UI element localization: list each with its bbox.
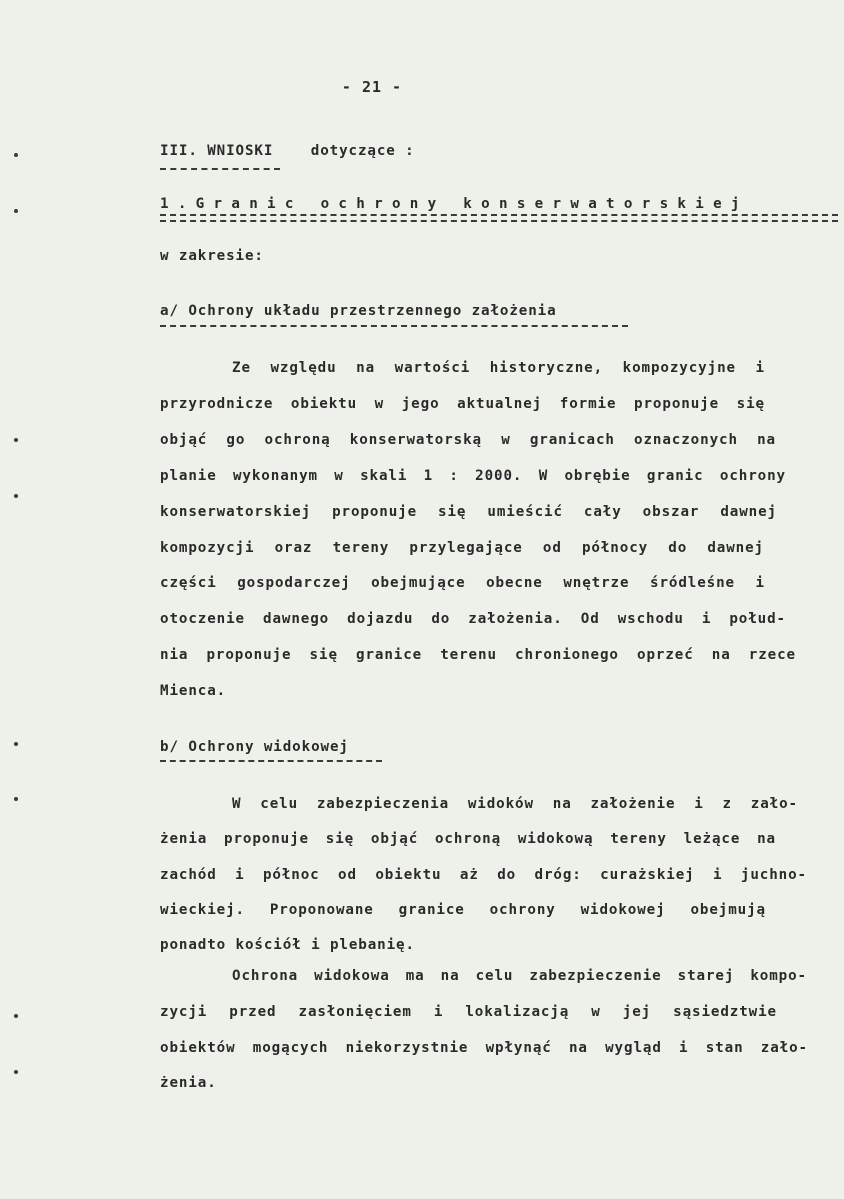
part-a-line: części gospodarczej obejmujące obecne wnętrze śródleśne i <box>160 575 765 591</box>
page-number: - 21 - <box>341 78 403 96</box>
part-b-paragraph2-line: żenia. <box>160 1075 217 1091</box>
part-a-line: Ze względu na wartości historyczne, kompozycyjne i <box>232 360 765 376</box>
part-b-paragraph2-line: Ochrona widokowa ma na celu zabezpieczenie starej kompo- <box>232 968 807 984</box>
part-b-title-underline <box>160 760 382 762</box>
part-a-line: otoczenie dawnego dojazdu do założenia. Od wschodu i połud- <box>160 611 786 627</box>
part-a-line: objąć go ochroną konserwatorską w granicach oznaczonych na <box>160 432 776 448</box>
part-b-paragraph1-line: W celu zabezpieczenia widoków na założenie i z zało- <box>232 796 798 812</box>
part-b-paragraph1-line: żenia proponuje się objąć ochroną widokową tereny leżące na <box>160 831 776 847</box>
part-b-title: b/ Ochrony widokowej <box>160 739 349 755</box>
subsection-heading-underline <box>160 214 838 222</box>
margin-mark <box>14 153 18 157</box>
part-b-paragraph1-line: ponadto kościół i plebanię. <box>160 937 415 953</box>
part-b-paragraph1-line: zachód i północ od obiektu aż do dróg: curażskiej i juchno- <box>160 867 807 883</box>
part-b-paragraph2-line: obiektów mogących niekorzystnie wpłynąć na wygląd i stan zało- <box>160 1040 808 1056</box>
section-heading <box>160 141 415 161</box>
section-heading-rest: dotyczące : <box>310 143 415 159</box>
part-b-paragraph1-line: wieckiej. Proponowane granice ochrony widokowej obejmują <box>160 902 766 918</box>
part-a-line: nia proponuje się granice terenu chronionego oprzeć na rzece <box>160 647 796 663</box>
subsection-heading: 1.Granic ochrony konserwatorskiej <box>160 196 749 212</box>
margin-mark <box>14 209 18 213</box>
part-a-line: Mienca. <box>160 683 227 699</box>
margin-mark <box>14 797 18 801</box>
part-a-line: konserwatorskiej proponuje się umieścić cały obszar dawnej <box>160 504 777 520</box>
part-a-title: a/ Ochrony układu przestrzennego założenia <box>160 303 557 319</box>
margin-mark <box>14 1014 18 1018</box>
part-a-title-underline <box>160 325 628 327</box>
section-heading-underline <box>160 168 280 170</box>
margin-mark <box>14 494 18 498</box>
margin-mark <box>14 438 18 442</box>
part-a-line: kompozycji oraz tereny przylegające od północy do dawnej <box>160 540 764 556</box>
scope-label: w zakresie: <box>160 248 264 264</box>
part-a-line: planie wykonanym w skali 1 : 2000. W obrębie granic ochrony <box>160 468 786 484</box>
part-a-line: przyrodnicze obiektu w jego aktualnej formie proponuje się <box>160 396 765 412</box>
part-b-paragraph2-line: zycji przed zasłonięciem i lokalizacją w jej sąsiedztwie <box>160 1004 777 1020</box>
margin-mark <box>14 1070 18 1074</box>
section-heading-label: III. WNIOSKI <box>160 143 274 159</box>
margin-mark <box>14 742 18 746</box>
